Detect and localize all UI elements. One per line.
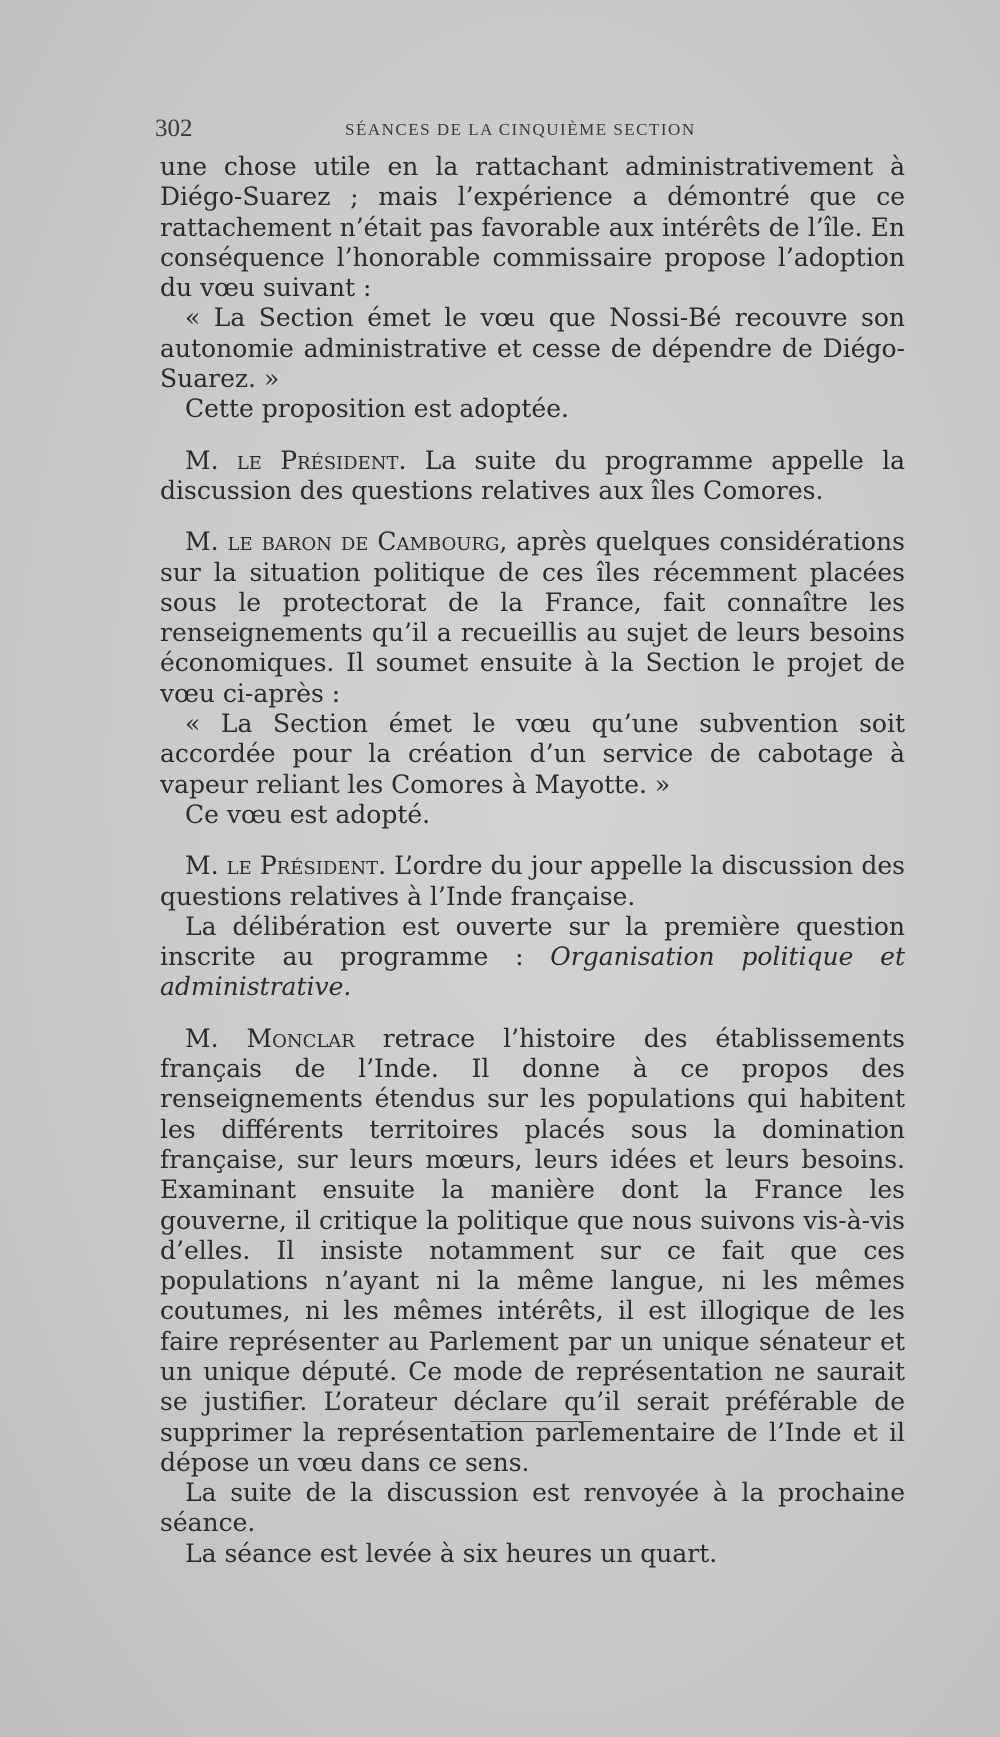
speaker-name: M. Monclar	[185, 1023, 355, 1053]
end-rule-divider	[470, 1421, 592, 1422]
paragraph-text: après quelques considérations sur la situation politique de ces îles récemment placées sous le protectorat de la France, fait connaître les renseignements qu’il a recueillis au sujet de leurs besoins économiques. Il soumet ensuite à la Section le projet de vœu ci-après :	[160, 527, 905, 708]
paragraph	[160, 446, 905, 507]
paragraph	[160, 1024, 905, 1478]
paragraph: La suite de la discussion est renvoyée à la prochaine séance.	[160, 1478, 905, 1538]
quoted-resolution: « La Section émet le vœu qu’une subvention soit accordée pour la création d’un service de cabotage à vapeur reliant les Comores à Mayotte. »	[160, 709, 905, 799]
adoption-note: Cette proposition est adoptée.	[185, 394, 569, 424]
quoted-resolution: « La Section émet le vœu que Nossi-Bé recouvre son autonomie administrative et cesse de dépendre de Diégo-Suarez. »	[160, 303, 905, 394]
paragraph	[160, 851, 905, 912]
paragraph	[160, 912, 905, 1003]
adoption-note: Ce vœu est adopté.	[185, 799, 431, 829]
running-title: SÉANCES DE LA CINQUIÈME SECTION	[345, 120, 696, 139]
paragraph	[160, 527, 905, 709]
italic-question-title: Organisation politique et administrative.	[160, 942, 905, 1002]
paragraph: La séance est levée à six heures un quart.	[185, 1538, 718, 1568]
speaker-name: M. le Président.	[185, 445, 407, 475]
paragraph-text: retrace l’histoire des établissements français de l’Inde. Il donne à ce propos des renseignements étendus sur les populations qui habitent les différents territoires placés sous la domination française, sur leurs mœurs, leurs idées et leurs besoins. Examinant ensuite la manière dont la France les gouverne, il critique la politique que nous suivons vis-à-vis d’elles. Il insiste notamment sur ce fait que ces populations n’ayant ni la même langue, ni les mêmes coutumes, ni les mêmes intérêts, il est illogique de les faire représenter au Parlement par un unique sénateur et un unique député. Ce mode de représentation ne saurait se justifier. L’orateur déclare qu’il serait préférable de supprimer la représentation parlementaire de l’Inde et il dépose un vœu dans ce sens.	[160, 1023, 905, 1477]
speaker-name: M. le baron de Cambourg,	[185, 527, 508, 557]
paragraph-text: L’ordre du jour appelle la discussion des questions relatives à l’Inde française.	[160, 851, 906, 911]
speaker-name: M. le Président.	[185, 851, 387, 881]
body-text	[160, 152, 905, 1569]
paragraph-continuation: une chose utile en la rattachant administrativement à Diégo-Suarez ; mais l’expérience a démontré que ce rattachement n’était pas favorable aux intérêts de l’île. En conséquence l’honorable commissaire propose l’adoption du vœu suivant :	[160, 152, 905, 303]
paragraph-text: La délibération est ouverte sur la première question inscrite au programme :	[160, 911, 905, 972]
paragraph-text: La suite du programme appelle la discussion des questions relatives aux îles Comores.	[160, 445, 905, 505]
running-head	[155, 112, 715, 142]
page-number: 302	[155, 115, 193, 142]
